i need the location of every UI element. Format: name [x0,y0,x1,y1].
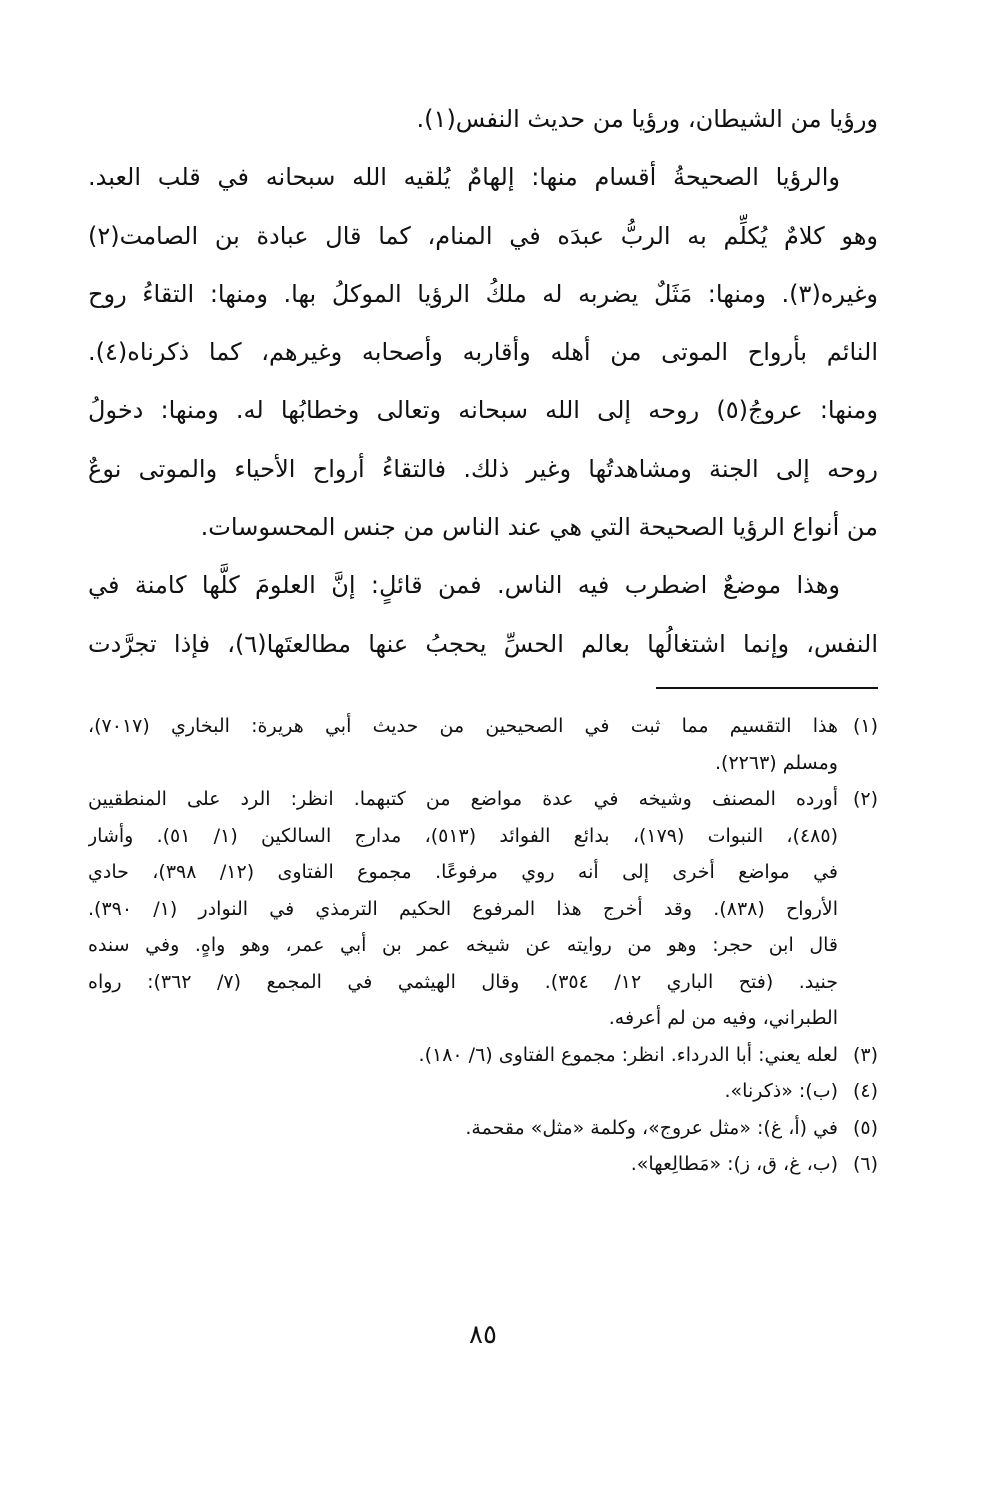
footnotes [88,708,878,1183]
main-text-line: وغيره(٣). ومنها: مَثَلٌ يضربه له ملكُ الرؤيا الموكلُ بها. ومنها: التقاءُ روح [88,279,878,308]
footnote-line: (ب، غ، ق، ز): «مَطالِعها». [630,1153,838,1175]
footnote-number: (٦) [852,1153,878,1175]
footnote-body [88,1073,838,1110]
book-page [88,90,878,1470]
main-text-line: ورؤيا من الشيطان، ورؤيا من حديث النفس(١). [416,105,878,133]
footnote [88,708,878,781]
footnote-line: جنيد. (فتح الباري ١٢/ ٣٥٤). وقال الهيثمي في المجمع (٧/ ٣٦٢): رواه [88,970,838,993]
footnote-number: (٤) [852,1080,878,1102]
footnote-line: لعله يعني: أبا الدرداء. انظر: مجموع الفتاوى (٦/ ١٨٠). [418,1043,838,1066]
footnote-line: (ب): «ذكرنا». [724,1080,838,1102]
main-text-line: النفس، وإنما اشتغالُها بعالم الحسِّ يحجبُ عنها مطالعتَها(٦)، فإذا تجرَّدت [88,629,878,658]
main-text-line: النائم بأرواح الموتى من أهله وأقاربه وأصحابه وغيرهم، كما ذكرناه(٤). [88,338,878,367]
footnote-number: (٥) [852,1116,878,1139]
footnote-line: ومسلم (٢٢٦٣). [715,751,838,774]
footnote [88,1110,878,1147]
main-text-line: ومنها: عروجُ(٥) روحه إلى الله سبحانه وتعالى وخطابُها له. ومنها: دخولُ [88,396,878,425]
main-text-line: وهو كلامٌ يُكلِّم به الربُّ عبدَه في المنام، كما قال عبادة بن الصامت(٢) [88,221,878,250]
main-text-line: وهذا موضعٌ اضطرب فيه الناس. فمن قائلٍ: إنَّ العلومَ كلَّها كامنة في [88,571,840,600]
footnote-line: (٤٨٥)، النبوات (١٧٩)، بدائع الفوائد (٥١٣)، مدارج السالكين (١/ ٥١). وأشار [88,824,838,847]
footnote-line: الطبراني، وفيه من لم أعرفه. [608,1007,838,1029]
footnote-body [88,1146,838,1183]
footnote-body [88,1037,838,1074]
footnote-body [88,781,838,1037]
footnote [88,1146,878,1183]
footnote-line: الأرواح (٨٣٨). وقد أخرج هذا المرفوع الحكيم الترمذي في النوادر (١/ ٣٩٠). [88,897,838,920]
footnote-body [88,708,838,781]
footnote-line: في مواضع أخرى إلى أنه روي مرفوعًا. مجموع الفتاوى (١٢/ ٣٩٨)، حادي [88,861,838,883]
footnote-number: (٢) [852,788,878,810]
footnote-line: في (أ، غ): «مثل عروج»، وكلمة «مثل» مقحمة. [465,1116,838,1139]
footnote-line: أورده المصنف وشيخه في عدة مواضع من كتبهما. انظر: الرد على المنطقيين [88,788,838,810]
page-number: ٨٥ [469,1320,497,1350]
footnote [88,1073,878,1110]
footnote-body [88,1110,838,1147]
footnote-number: (١) [852,715,878,737]
footnote [88,1037,878,1074]
footnote-number: (٣) [852,1043,878,1066]
footnote-line: هذا التقسيم مما ثبت في الصحيحين من حديث أبي هريرة: البخاري (٧٠١٧)، [88,715,838,737]
main-text-line: والرؤيا الصحيحةُ أقسام منها: إلهامٌ يُلقيه الله سبحانه في قلب العبد. [88,163,840,192]
main-text-line: من أنواع الرؤيا الصحيحة التي هي عند الناس من جنس المحسوسات. [200,513,878,542]
footnote-line: قال ابن حجر: وهو من روايته عن شيخه عمر بن أبي عمر، وهو واهٍ. وفي سنده [88,934,838,956]
footnote-separator [656,687,878,689]
main-text-line: روحه إلى الجنة ومشاهدتُها وغير ذلك. فالتقاءُ أرواح الأحياء والموتى نوعٌ [88,454,878,483]
footnote [88,781,878,1037]
main-text [88,90,878,673]
